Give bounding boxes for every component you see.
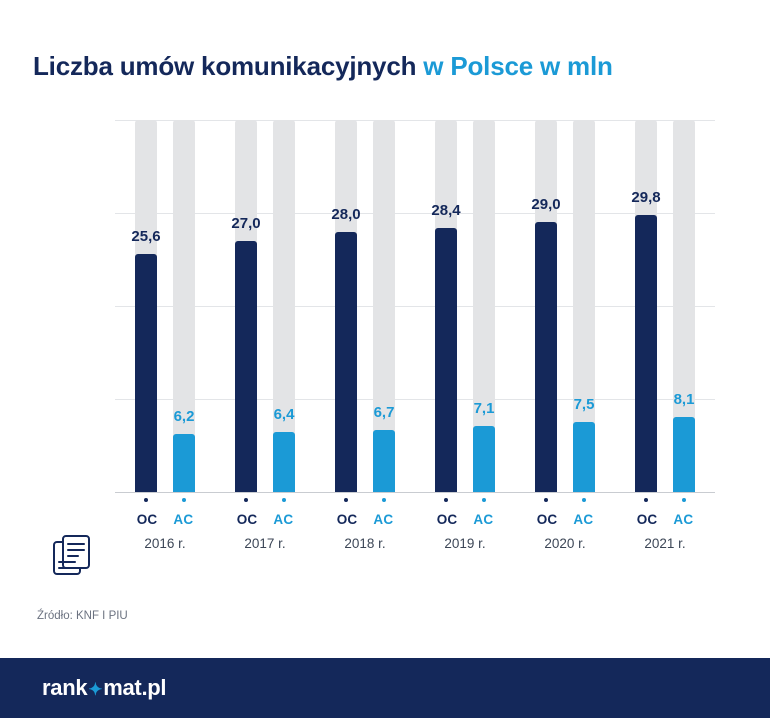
legend-label-oc: OC (536, 512, 558, 527)
x-axis-series-labels (315, 512, 415, 527)
bar-oc-2019r (435, 228, 457, 492)
series-marker-dot (544, 498, 548, 502)
series-marker-dot (282, 498, 286, 502)
bar-value-label: 28,4 (431, 201, 461, 219)
gridline (115, 306, 715, 307)
bar-value-label: 6,2 (173, 408, 195, 426)
x-axis-category-label: 2018 r. (344, 536, 386, 551)
x-axis-group (115, 512, 215, 551)
logo-left-text: rank (42, 675, 88, 700)
x-axis-group (215, 512, 315, 551)
bar-value-label: 6,7 (373, 403, 395, 421)
x-axis-group (315, 512, 415, 551)
x-axis-group (515, 512, 615, 551)
bar-ac-2017r (273, 432, 295, 492)
legend-label-oc: OC (136, 512, 158, 527)
series-marker-dot (344, 498, 348, 502)
bar-oc-2021r (635, 215, 657, 492)
legend-label-oc: OC (336, 512, 358, 527)
bar-ac-2018r (373, 430, 395, 492)
bar-ac-2016r (173, 434, 195, 492)
bar-value-label: 29,8 (631, 188, 661, 206)
x-axis-category-label: 2016 r. (144, 536, 186, 551)
legend-label-ac: AC (273, 512, 294, 527)
bar-oc-2020r (535, 222, 557, 492)
x-axis-series-labels (515, 512, 615, 527)
bar-value-label: 27,0 (231, 214, 261, 232)
documents-icon (50, 532, 98, 580)
bar-oc-2018r (335, 232, 357, 492)
x-axis-series-labels (215, 512, 315, 527)
legend-label-oc: OC (436, 512, 458, 527)
series-marker-dot (382, 498, 386, 502)
x-axis-series-labels (115, 512, 215, 527)
series-marker-dot (144, 498, 148, 502)
legend-label-oc: OC (636, 512, 658, 527)
x-axis-group (415, 512, 515, 551)
bar-oc-2017r (235, 241, 257, 492)
series-marker-dot (444, 498, 448, 502)
logo-star-icon: ✦ (88, 679, 103, 699)
x-axis-category-label: 2020 r. (544, 536, 586, 551)
series-marker-dot (244, 498, 248, 502)
bar-value-label: 8,1 (673, 390, 695, 408)
x-axis-group (615, 512, 715, 551)
legend-label-ac: AC (673, 512, 694, 527)
rankomat-logo[interactable] (42, 675, 166, 701)
bar-chart (0, 100, 770, 520)
title-dark-text: Liczba umów komunikacyjnych (33, 51, 417, 82)
gridline (115, 120, 715, 121)
legend-label-ac: AC (373, 512, 394, 527)
legend-label-ac: AC (173, 512, 194, 527)
page-title (33, 51, 613, 82)
title-blue-text: w Polsce w mln (423, 51, 613, 82)
x-axis-series-labels (415, 512, 515, 527)
footer-bar (0, 658, 770, 718)
series-marker-dot (644, 498, 648, 502)
series-marker-dot (182, 498, 186, 502)
x-axis-category-label: 2021 r. (644, 536, 686, 551)
legend-label-ac: AC (473, 512, 494, 527)
source-note: Źródło: KNF I PIU (37, 610, 128, 622)
axis-baseline (115, 492, 715, 493)
series-marker-dot (482, 498, 486, 502)
gridline (115, 399, 715, 400)
bar-value-label: 7,1 (473, 399, 495, 417)
x-axis-category-label: 2017 r. (244, 536, 286, 551)
chart-plot-area (115, 120, 715, 492)
bar-value-label: 7,5 (573, 396, 595, 414)
bar-value-label: 29,0 (531, 196, 561, 214)
bar-ac-2020r (573, 422, 595, 492)
legend-label-ac: AC (573, 512, 594, 527)
logo-right-text: mat.pl (103, 675, 167, 700)
series-marker-dot (582, 498, 586, 502)
legend-label-oc: OC (236, 512, 258, 527)
bar-ac-2019r (473, 426, 495, 492)
x-axis-series-labels (615, 512, 715, 527)
x-axis-category-label: 2019 r. (444, 536, 486, 551)
bar-value-label: 28,0 (331, 205, 361, 223)
series-marker-dot (682, 498, 686, 502)
bar-value-label: 6,4 (273, 406, 295, 424)
bar-ac-2021r (673, 417, 695, 492)
chart-x-axis (115, 512, 715, 582)
bar-value-label: 25,6 (131, 227, 161, 245)
bar-oc-2016r (135, 254, 157, 492)
